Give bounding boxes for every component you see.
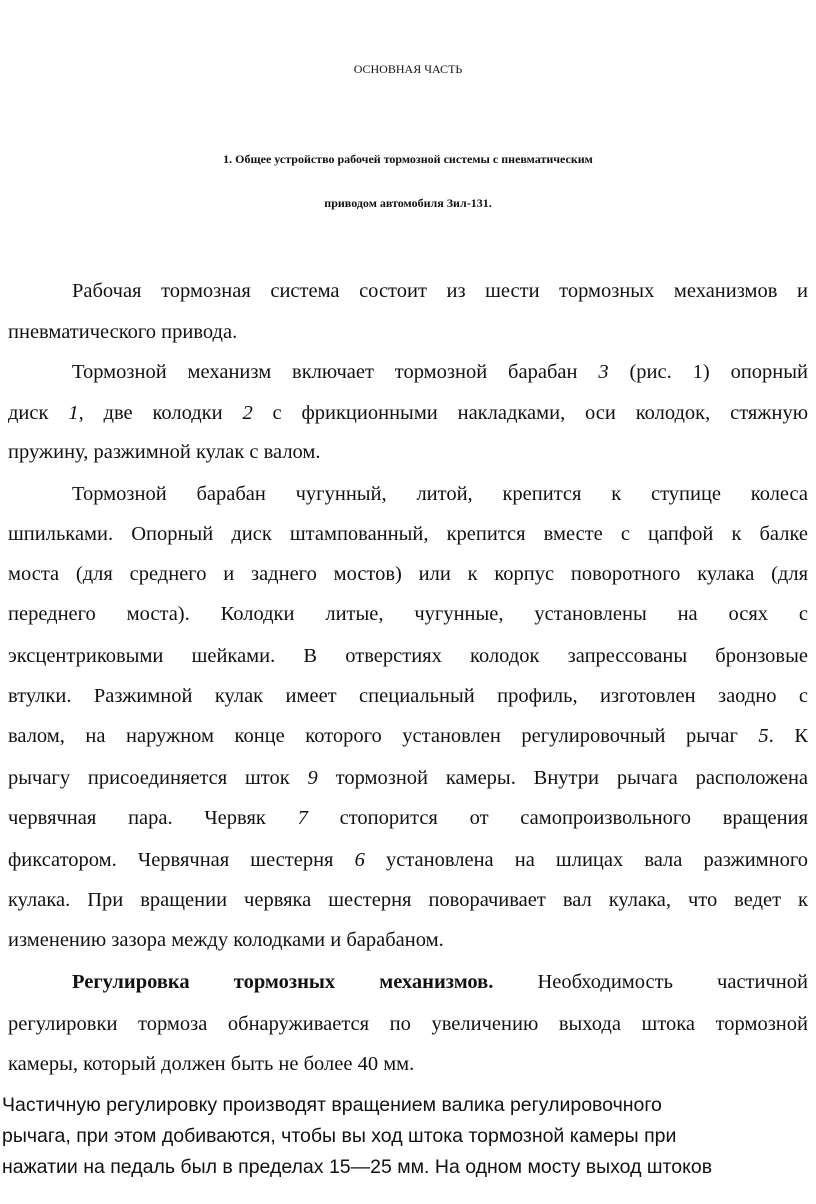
p3-line-10: фиксатором. Червячная шестерня 6 установлена на шлицах вала разжимного xyxy=(8,849,809,871)
p3-line-4: переднего моста). Колодки литые, чугунные, установлены на осях с xyxy=(8,603,808,625)
p3-line-6: втулки. Разжимной кулак имеет специальный профиль, изготовлен заодно с xyxy=(8,685,808,707)
p2-line-3: пружину, разжимной кулак с валом. xyxy=(8,441,321,463)
p1-line-2: пневматического привода. xyxy=(8,321,238,343)
p3-line-9: червячная пара. Червяк 7 стопорится от самопроизвольного вращения xyxy=(8,807,809,829)
p3-line-5: эксцентриковыми шейками. В отверстиях колодок запрессованы бронзовые xyxy=(8,645,808,667)
p3-line-1: Тормозной барабан чугунный, литой, крепится к ступице колеса xyxy=(72,483,808,505)
p1-line-1: Рабочая тормозная система состоит из шести тормозных механизмов и xyxy=(72,280,808,302)
p4-line-1: Регулировка тормозных механизмов. Необходимость частичной xyxy=(72,971,808,993)
p4-bold-lead: Регулировка тормозных механизмов. xyxy=(72,971,494,993)
p3-line-12: изменению зазора между колодками и барабаном. xyxy=(8,929,444,951)
p2-line-1: Тормозной механизм включает тормозной барабан 3 (рис. 1) опорный xyxy=(72,361,809,383)
p4-line-3: камеры, который должен быть не более 40 мм. xyxy=(8,1053,415,1075)
p3-line-8: рычагу присоединяется шток 9 тормозной камеры. Внутри рычага расположена xyxy=(8,767,809,789)
p5-line-1: Частичную регулировку производят вращением валика регулировочного xyxy=(2,1094,662,1116)
p4-line-2: регулировки тормоза обнаруживается по увеличению выхода штока тормозной xyxy=(8,1013,808,1035)
p3-line-2: шпильками. Опорный диск штампованный, крепится вместе с цапфой к балке xyxy=(8,523,808,545)
p3-line-11: кулака. При вращении червяка шестерня поворачивает вал кулака, что ведет к xyxy=(8,889,808,911)
heading-line-2: приводом автомобиля Зил-131. xyxy=(324,196,492,210)
heading-line-1: 1. Общее устройство рабочей тормозной системы с пневматическим xyxy=(223,152,593,166)
p3-line-3: моста (для среднего и заднего мостов) или к корпус поворотного кулака (для xyxy=(8,563,808,585)
p5-line-2: рычага, при этом добиваются, чтобы вы ход штока тормозной камеры при xyxy=(2,1125,677,1147)
p2-line-2: диск 1, две колодки 2 с фрикционными накладками, оси колодок, стяжную xyxy=(8,402,809,424)
section-title: ОСНОВНАЯ ЧАСТЬ xyxy=(353,62,463,76)
p5-line-3: нажатии на педаль был в пределах 15—25 мм. На одном мосту выход штоков xyxy=(2,1156,713,1178)
p3-line-7: валом, на наружном конце которого установлен регулировочный рычаг 5. К xyxy=(8,725,808,747)
